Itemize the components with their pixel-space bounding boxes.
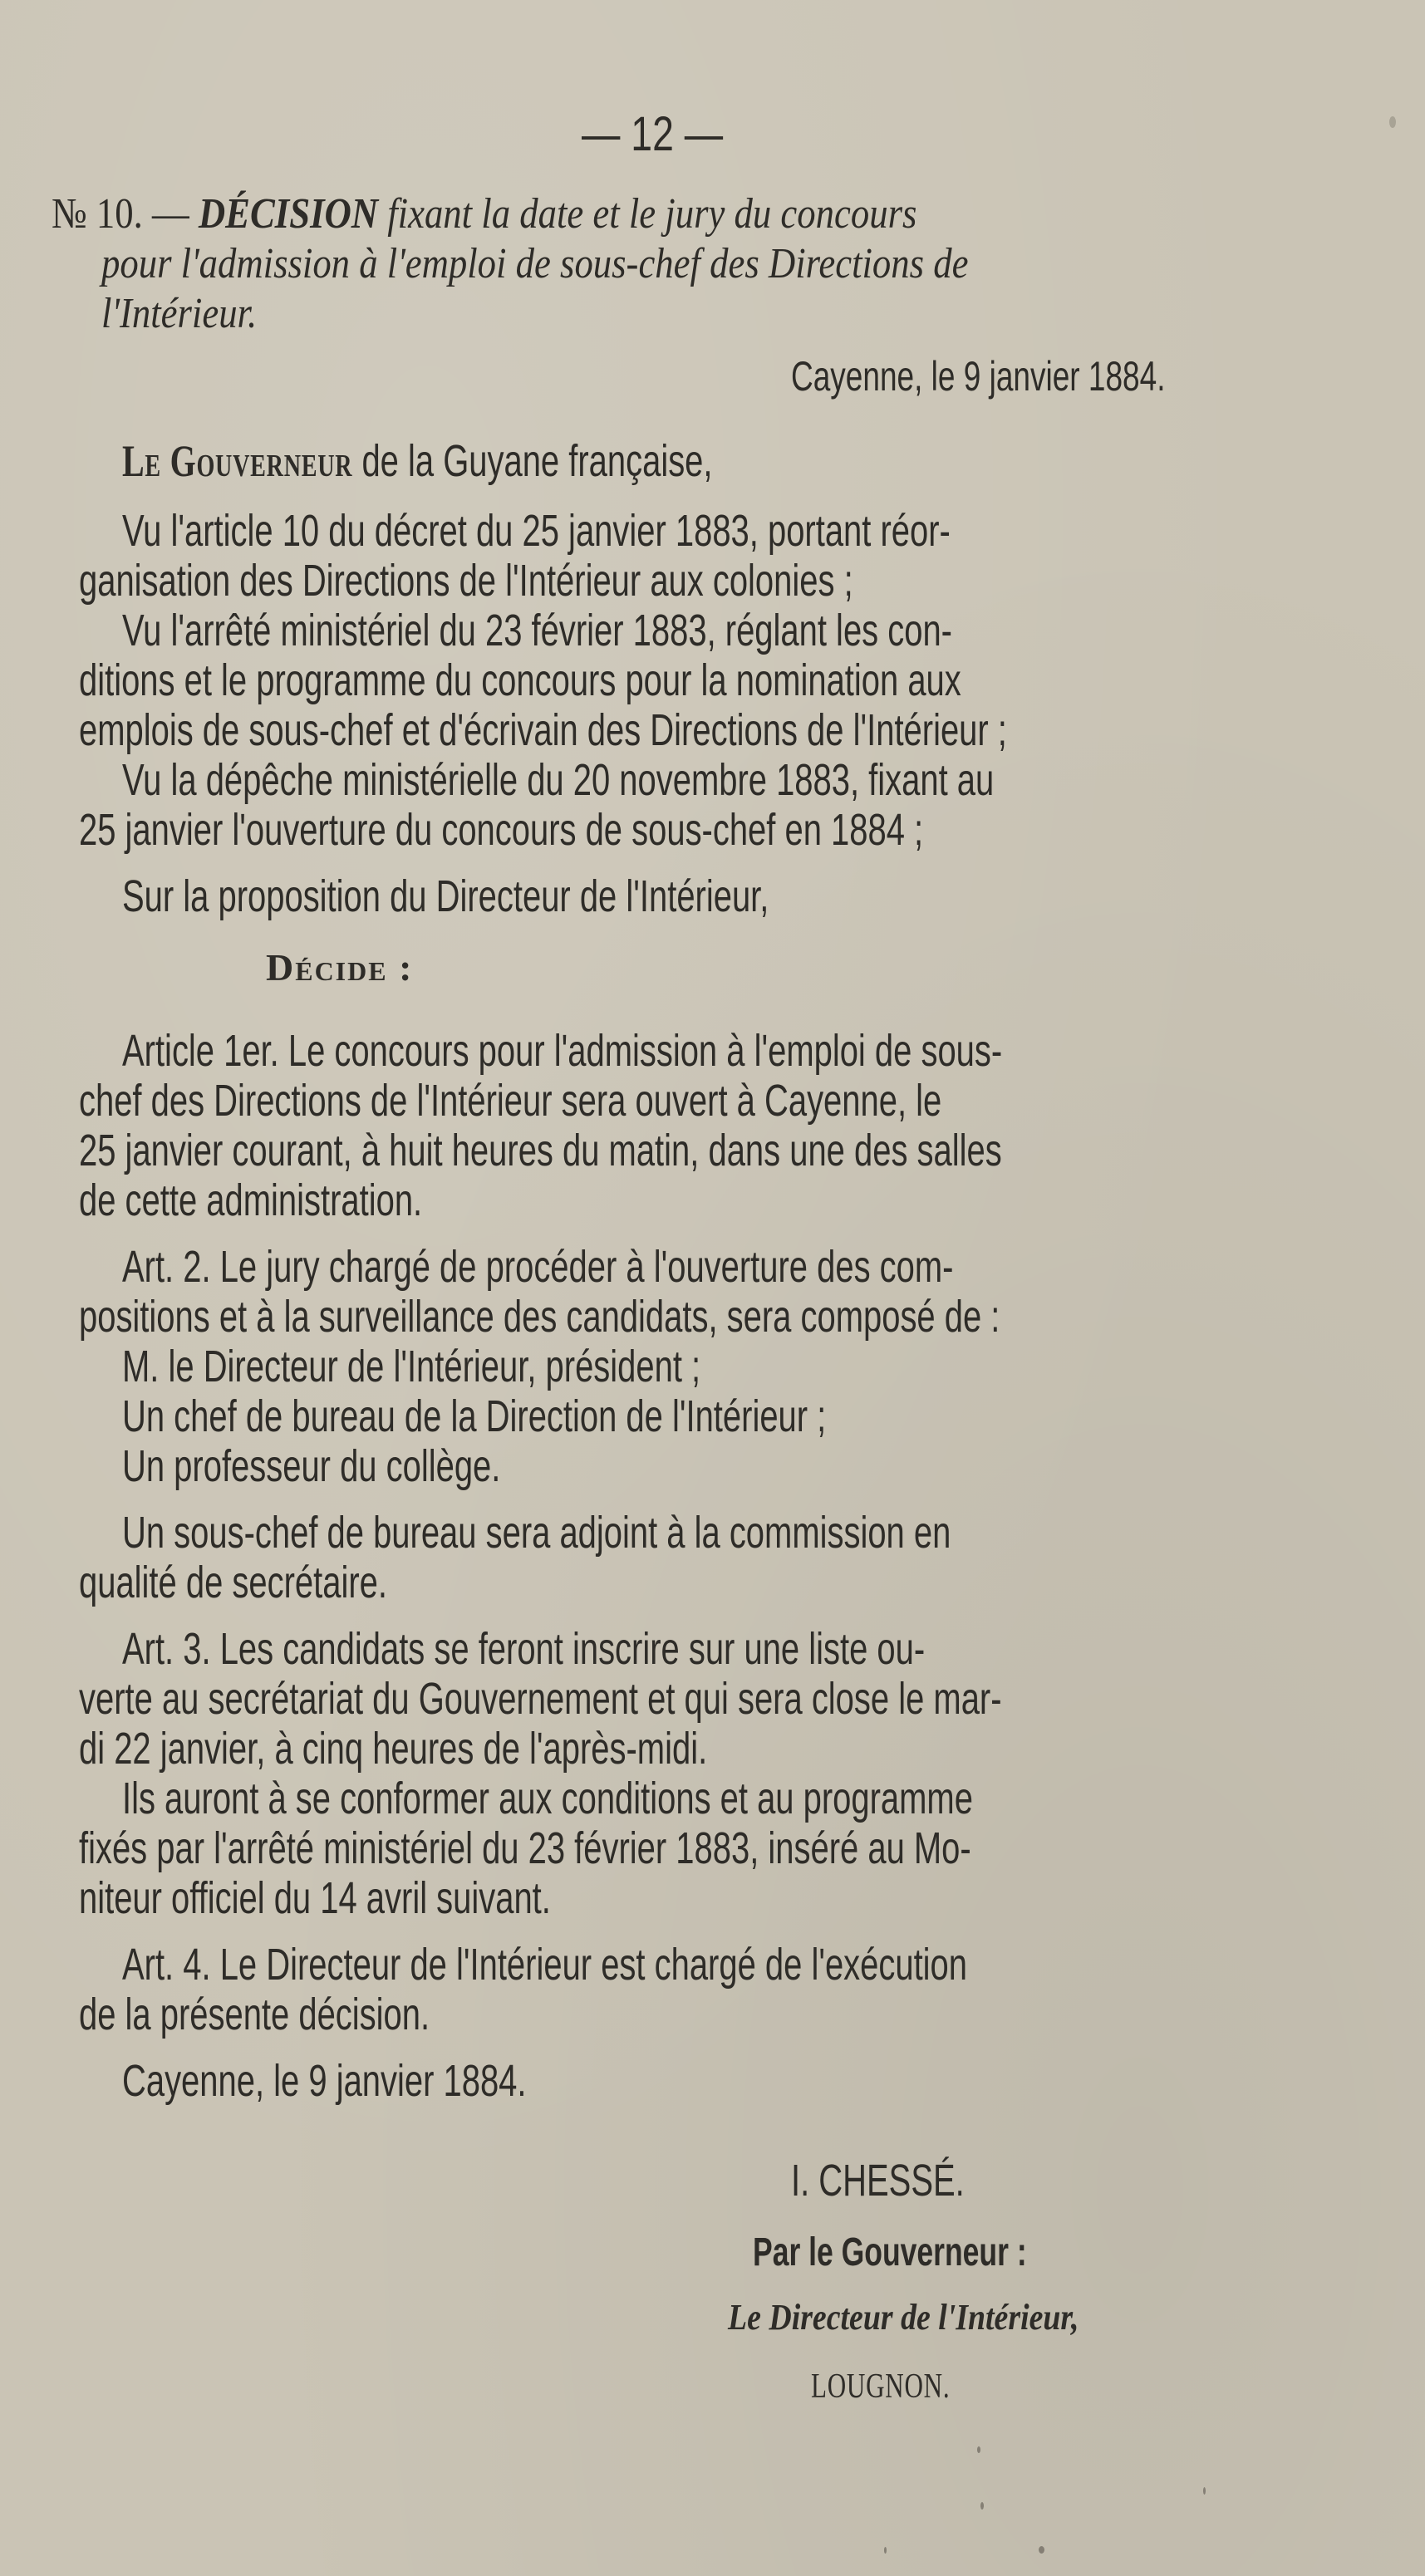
- article-line-11: qualité de secrétaire.: [79, 1558, 387, 1607]
- article-line-18: Art. 4. Le Directeur de l'Intérieur est chargé de l'exécution: [122, 1940, 968, 1990]
- body-line-4: ditions et le programme du concours pour la nomination aux: [79, 655, 961, 705]
- page-number: — 12 —: [582, 107, 724, 161]
- article-line-12: Art. 3. Les candidats se feront inscrire sur une liste ou-: [122, 1624, 926, 1674]
- signature-name: I. CHESSÉ.: [791, 2156, 965, 2206]
- body-line-8: Sur la proposition du Directeur de l'Intérieur,: [122, 871, 769, 921]
- article-line-9: Un professeur du collège.: [122, 1441, 501, 1491]
- body-line-2: ganisation des Directions de l'Intérieur aux colonies ;: [79, 556, 853, 606]
- decision-heading-line-1: [52, 190, 917, 238]
- body-line-1: Vu l'article 10 du décret du 25 janvier 1883, portant réor-: [122, 506, 951, 556]
- article-line-2: chef des Directions de l'Intérieur sera ouvert à Cayenne, le: [79, 1076, 942, 1126]
- signature-director: LOUGNON.: [811, 2367, 951, 2406]
- article-line-3: 25 janvier courant, à huit heures du matin, dans une des salles: [79, 1126, 1002, 1175]
- article-line-10: Un sous-chef de bureau sera adjoint à la commission en: [122, 1508, 951, 1558]
- article-line-6: positions et à la surveillance des candidats, sera composé de :: [79, 1292, 1000, 1342]
- scan-speck: [980, 2502, 984, 2510]
- body-line-6: Vu la dépêche ministérielle du 20 novembre 1883, fixant au: [122, 755, 995, 805]
- scan-speck: [1039, 2546, 1044, 2554]
- decide-heading: Décide :: [266, 946, 414, 989]
- place-date-top: Cayenne, le 9 janvier 1884.: [791, 353, 1166, 400]
- scan-speck: [884, 2547, 887, 2554]
- heading-dash: —: [151, 190, 189, 238]
- article-line-14: di 22 janvier, à cinq heures de l'après-midi.: [79, 1724, 708, 1774]
- article-line-19: de la présente décision.: [79, 1990, 430, 2039]
- decision-title-word: DÉCISION: [198, 190, 379, 238]
- article-line-17: niteur officiel du 14 avril suivant.: [79, 1873, 551, 1923]
- governor-line: [122, 436, 713, 486]
- article-line-1: Article 1er. Le concours pour l'admission à l'emploi de sous-: [122, 1026, 1003, 1076]
- governor-rest: de la Guyane française,: [361, 436, 713, 486]
- signature-by: Par le Gouverneur :: [753, 2230, 1027, 2274]
- body-line-5: emplois de sous-chef et d'écrivain des Directions de l'Intérieur ;: [79, 705, 1007, 755]
- signature-role: Le Directeur de l'Intérieur,: [728, 2297, 1079, 2338]
- article-line-7: M. le Directeur de l'Intérieur, président ;: [122, 1342, 701, 1391]
- article-line-5: Art. 2. Le jury chargé de procéder à l'ouverture des com-: [122, 1242, 954, 1292]
- article-line-4: de cette administration.: [79, 1175, 423, 1225]
- article-line-16: fixés par l'arrêté ministériel du 23 février 1883, inséré au Mo-: [79, 1823, 971, 1873]
- body-line-7: 25 janvier l'ouverture du concours de sous-chef en 1884 ;: [79, 805, 924, 855]
- decision-heading-line-2: pour l'admission à l'emploi de sous-chef des Directions de: [101, 240, 969, 287]
- article-line-15: Ils auront à se conformer aux conditions et au programme: [122, 1774, 973, 1823]
- heading-line-1-rest: fixant la date et le jury du concours: [387, 190, 917, 238]
- article-line-8: Un chef de bureau de la Direction de l'Intérieur ;: [122, 1391, 827, 1441]
- scan-speck: [1203, 2487, 1206, 2495]
- decision-number: № 10.: [52, 190, 143, 238]
- scan-speck: [1389, 116, 1396, 128]
- article-line-13: verte au secrétariat du Gouvernement et qui sera close le mar-: [79, 1674, 1002, 1724]
- body-line-3: Vu l'arrêté ministériel du 23 février 1883, réglant les con-: [122, 606, 952, 655]
- scan-speck: [977, 2446, 980, 2453]
- governor-title: Le Gouverneur: [122, 436, 353, 486]
- article-line-20: Cayenne, le 9 janvier 1884.: [122, 2056, 527, 2106]
- decision-heading-line-3: l'Intérieur.: [101, 290, 258, 337]
